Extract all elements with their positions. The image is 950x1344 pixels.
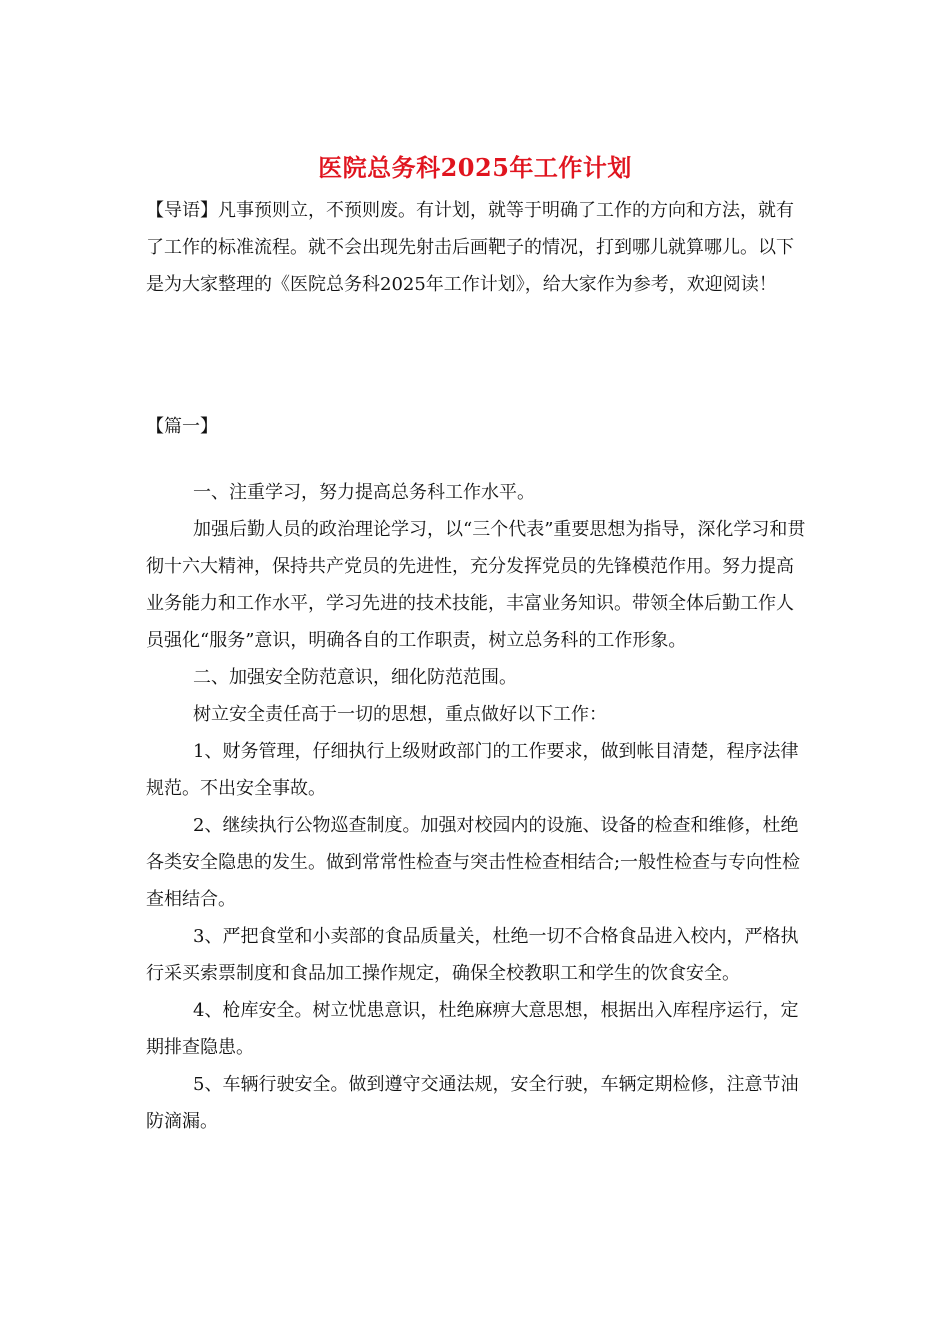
intro-paragraph: 【导语】凡事预则立，不预则废。有计划，就等于明确了工作的方向和方法，就有了工作的标准流程。就不会出现先射击后画靶子的情况，打到哪儿就算哪儿。以下是为大家整理的《医院总务科2025年工作计划》，给大家作为参考，欢迎阅读！ xyxy=(146,200,794,295)
section-heading-2: 二、加强安全防范意识，细化防范范围。 xyxy=(193,667,517,688)
document-title: 医院总务科2025年工作计划 xyxy=(318,153,632,182)
list-item: 2、继续执行公物巡查制度。加强对校园内的设施、设备的检查和维修，杜绝各类安全隐患的发生。做到常常性检查与突击性检查相结合;一般性检查与专向性检查相结合。 xyxy=(146,815,801,910)
list-item: 1、财务管理，仔细执行上级财政部门的工作要求，做到帐目清楚，程序法律规范。不出安全事故。 xyxy=(146,741,799,799)
list-item: 3、严把食堂和小卖部的食品质量关，杜绝一切不合格食品进入校内，严格执行采买索票制度和食品加工操作规定，确保全校教职工和学生的饮食安全。 xyxy=(146,926,799,984)
list-item: 5、车辆行驶安全。做到遵守交通法规，安全行驶，车辆定期检修，注意节油防滴漏。 xyxy=(146,1074,799,1132)
paragraph: 树立安全责任高于一切的思想，重点做好以下工作： xyxy=(193,704,607,725)
intro-block xyxy=(146,192,810,303)
document-body xyxy=(146,474,810,1140)
section-heading-1: 一、注重学习，努力提高总务科工作水平。 xyxy=(193,482,535,503)
paragraph: 加强后勤人员的政治理论学习，以“三个代表”重要思想为指导，深化学习和贯彻十六大精神，保持共产党员的先进性，充分发挥党员的先锋模范作用。努力提高业务能力和工作水平，学习先进的技术技能，丰富业务知识。带领全体后勤工作人员强化“服务”意识，明确各自的工作职责，树立总务科的工作形象。 xyxy=(146,519,806,651)
list-item: 4、枪库安全。树立忧患意识，杜绝麻痹大意思想，根据出入库程序运行，定期排查隐患。 xyxy=(146,1000,799,1058)
section-label: 【篇一】 xyxy=(146,416,218,437)
